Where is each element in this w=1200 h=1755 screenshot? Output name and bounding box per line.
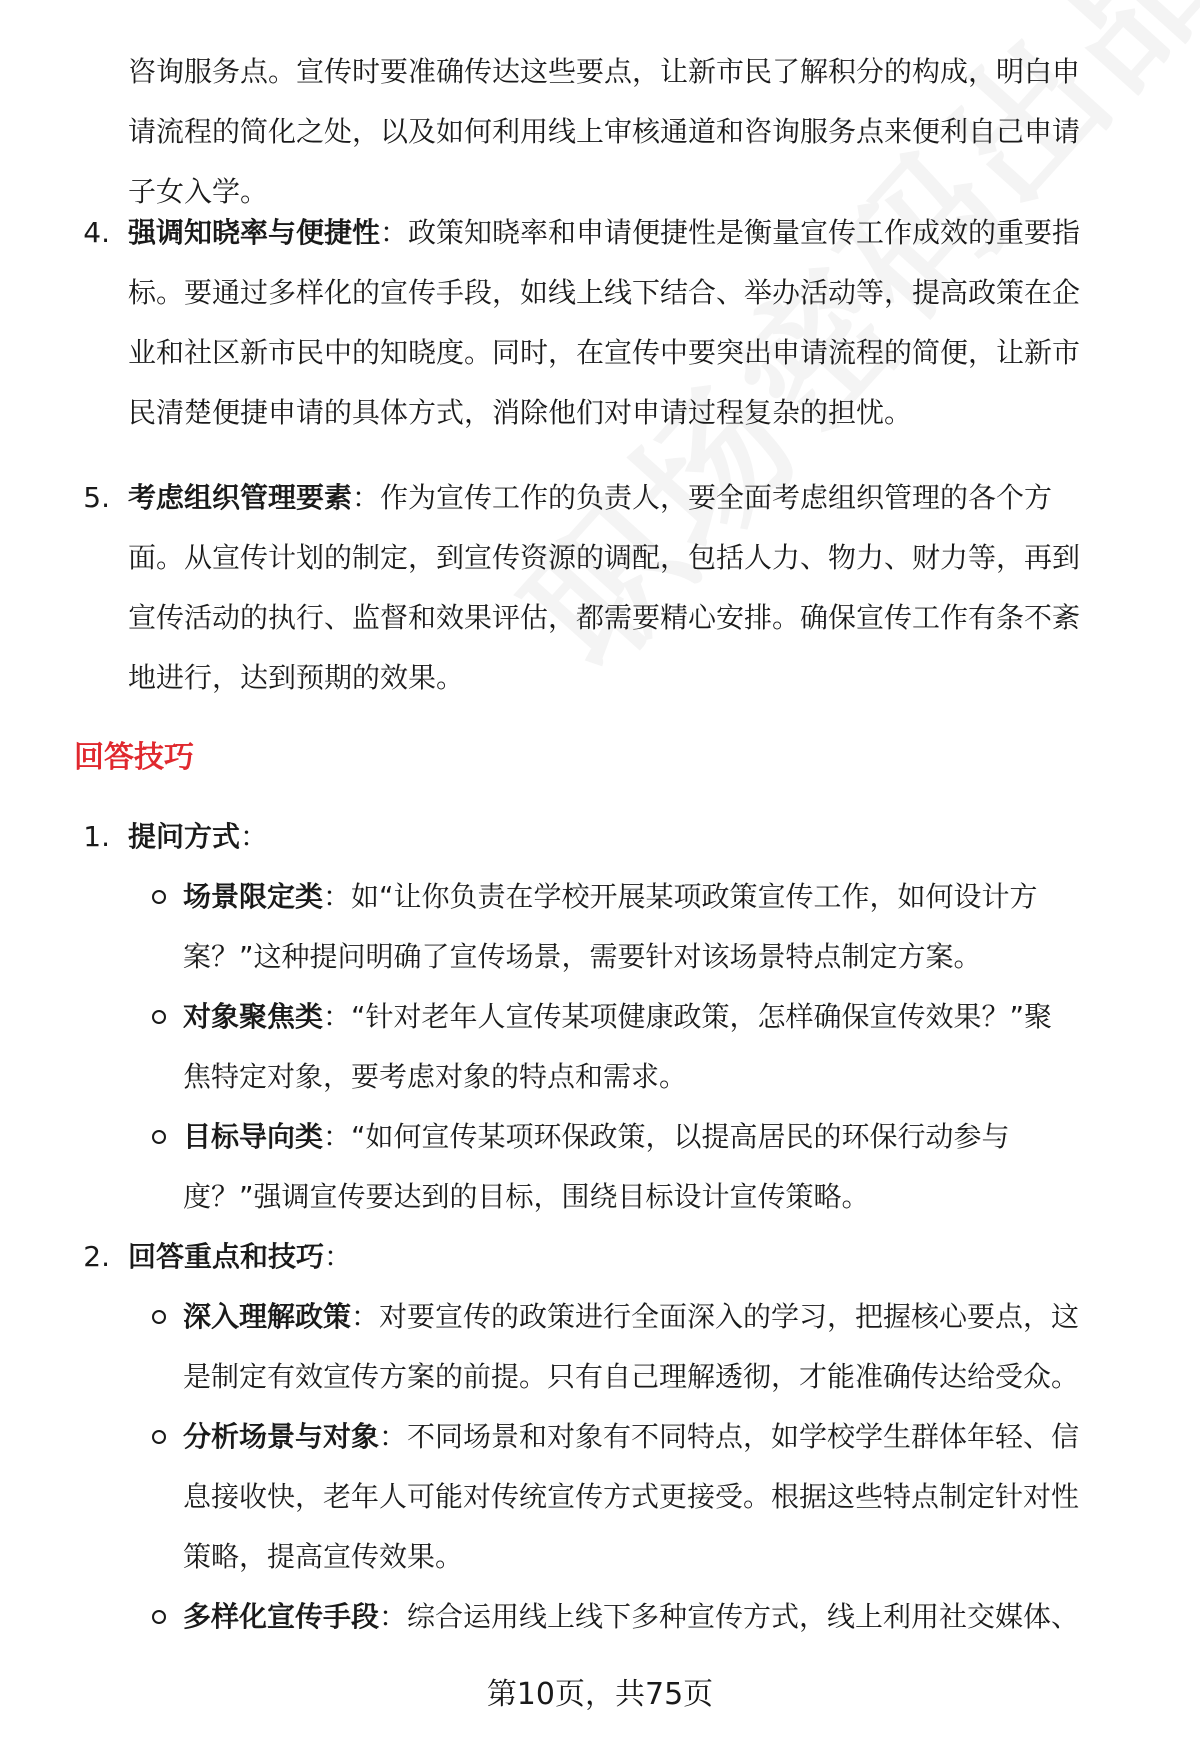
text-line: 度？”强调宣传要达到的目标，围绕目标设计宣传策略。 <box>183 1180 870 1213</box>
item-title: 回答重点和技巧 <box>128 1240 325 1273</box>
list-item: 强调知晓率与便捷性：政策知晓率和申请便捷性是衡量宣传工作成效的重要指 标。要通过多样化的宣传手段，如线上线下结合、举办活动等，提高政策在企 业和社区新市民中的知晓度。同时，在宣传中要突出申请流程的简便，让新市 民清楚便捷申请的具体方式，消除他们对申请过程复杂的担忧。 <box>128 216 1081 429</box>
text-line: 政策知晓率和申请便捷性是衡量宣传工作成效的重要指 <box>408 216 1081 249</box>
list-number: 4. <box>83 216 110 249</box>
text-line: “针对老年人宣传某项健康政策，怎样确保宣传效果？”聚 <box>351 1000 1053 1033</box>
bullet-circle-icon <box>152 1610 166 1624</box>
text-line: “如何宣传某项环保政策，以提高居民的环保行动参与 <box>351 1120 1010 1153</box>
text-line: 作为宣传工作的负责人，要全面考虑组织管理的各个方 <box>380 481 1053 514</box>
list-number: 5. <box>83 481 110 514</box>
text-line: 综合运用线上线下多种宣传方式，线上利用社交媒体、 <box>407 1600 1080 1633</box>
sub-item-title: 场景限定类 <box>183 880 324 913</box>
sub-item: 深入理解政策：对要宣传的政策进行全面深入的学习，把握核心要点，这 是制定有效宣传方案的前提。只有自己理解透彻，才能准确传达给受众。 <box>183 1300 1080 1393</box>
bullet-circle-icon <box>152 890 166 904</box>
sub-item-title: 深入理解政策 <box>183 1300 352 1333</box>
bullet-circle-icon <box>152 1310 166 1324</box>
list-item: 考虑组织管理要素：作为宣传工作的负责人，要全面考虑组织管理的各个方 面。从宣传计划的制定，到宣传资源的调配，包括人力、物力、财力等，再到 宣传活动的执行、监督和效果评估，都需要精心安排。确保宣传工作有条不紊 地进行，达到预期的效果。 <box>128 481 1081 694</box>
text-line: 息接收快，老年人可能对传统宣传方式更接受。根据这些特点制定针对性 <box>183 1480 1080 1513</box>
text-line: 不同场景和对象有不同特点，如学校学生群体年轻、信 <box>407 1420 1080 1453</box>
sub-item-title: 对象聚焦类 <box>183 1000 324 1033</box>
text-line: 是制定有效宣传方案的前提。只有自己理解透彻，才能准确传达给受众。 <box>183 1360 1080 1393</box>
item-title: 考虑组织管理要素 <box>128 481 353 514</box>
text-line: 标。要通过多样化的宣传手段，如线上线下结合、举办活动等，提高政策在企 <box>128 276 1081 309</box>
list-item: 回答重点和技巧： <box>128 1240 353 1273</box>
intro-paragraph <box>128 42 1148 222</box>
text-line: 案？”这种提问明确了宣传场景，需要针对该场景特点制定方案。 <box>183 940 982 973</box>
text-line: 地进行，达到预期的效果。 <box>128 661 465 694</box>
text-line: 如“让你负责在学校开展某项政策宣传工作，如何设计方 <box>351 880 1038 913</box>
sub-item: 多样化宣传手段：综合运用线上线下多种宣传方式，线上利用社交媒体、 <box>183 1600 1080 1633</box>
text-line: 咨询服务点。宣传时要准确传达这些要点，让新市民了解积分的构成，明白申 <box>128 55 1081 88</box>
text-line: 子女入学。 <box>128 175 269 208</box>
text-line: 策略，提高宣传效果。 <box>183 1540 464 1573</box>
text-line: 焦特定对象，要考虑对象的特点和需求。 <box>183 1060 688 1093</box>
sub-item-title: 目标导向类 <box>183 1120 324 1153</box>
bullet-circle-icon <box>152 1130 166 1144</box>
item-title: 提问方式 <box>128 820 241 853</box>
sub-item-title: 分析场景与对象 <box>183 1420 380 1453</box>
text-line: 民清楚便捷申请的具体方式，消除他们对申请过程复杂的担忧。 <box>128 396 913 429</box>
sub-item: 对象聚焦类：“针对老年人宣传某项健康政策，怎样确保宣传效果？”聚 焦特定对象，要考虑对象的特点和需求。 <box>183 1000 1053 1093</box>
list-item: 提问方式： <box>128 820 269 853</box>
text-line: 业和社区新市民中的知晓度。同时，在宣传中要突出申请流程的简便，让新市 <box>128 336 1081 369</box>
text-line: 对要宣传的政策进行全面深入的学习，把握核心要点，这 <box>379 1300 1080 1333</box>
sub-item: 目标导向类：“如何宣传某项环保政策，以提高居民的环保行动参与 度？”强调宣传要达到的目标，围绕目标设计宣传策略。 <box>183 1120 1010 1213</box>
page-footer: 第10页，共75页 <box>486 1677 714 1712</box>
list-number: 2. <box>83 1240 110 1273</box>
section-heading: 回答技巧 <box>74 740 194 775</box>
text-line: 宣传活动的执行、监督和效果评估，都需要精心安排。确保宣传工作有条不紊 <box>128 601 1081 634</box>
sub-item-title: 多样化宣传手段 <box>183 1600 380 1633</box>
sub-item: 场景限定类：如“让你负责在学校开展某项政策宣传工作，如何设计方 案？”这种提问明确了宣传场景，需要针对该场景特点制定方案。 <box>183 880 1038 973</box>
bullet-circle-icon <box>152 1430 166 1444</box>
list-number: 1. <box>83 820 110 853</box>
text-line: 面。从宣传计划的制定，到宣传资源的调配，包括人力、物力、财力等，再到 <box>128 541 1081 574</box>
bullet-circle-icon <box>152 1010 166 1024</box>
text-line: 请流程的简化之处，以及如何利用线上审核通道和咨询服务点来便利自己申请 <box>128 115 1081 148</box>
sub-item: 分析场景与对象：不同场景和对象有不同特点，如学校学生群体年轻、信 息接收快，老年人可能对传统宣传方式更接受。根据这些特点制定针对性 策略，提高宣传效果。 <box>183 1420 1080 1573</box>
item-title: 强调知晓率与便捷性 <box>128 216 381 249</box>
